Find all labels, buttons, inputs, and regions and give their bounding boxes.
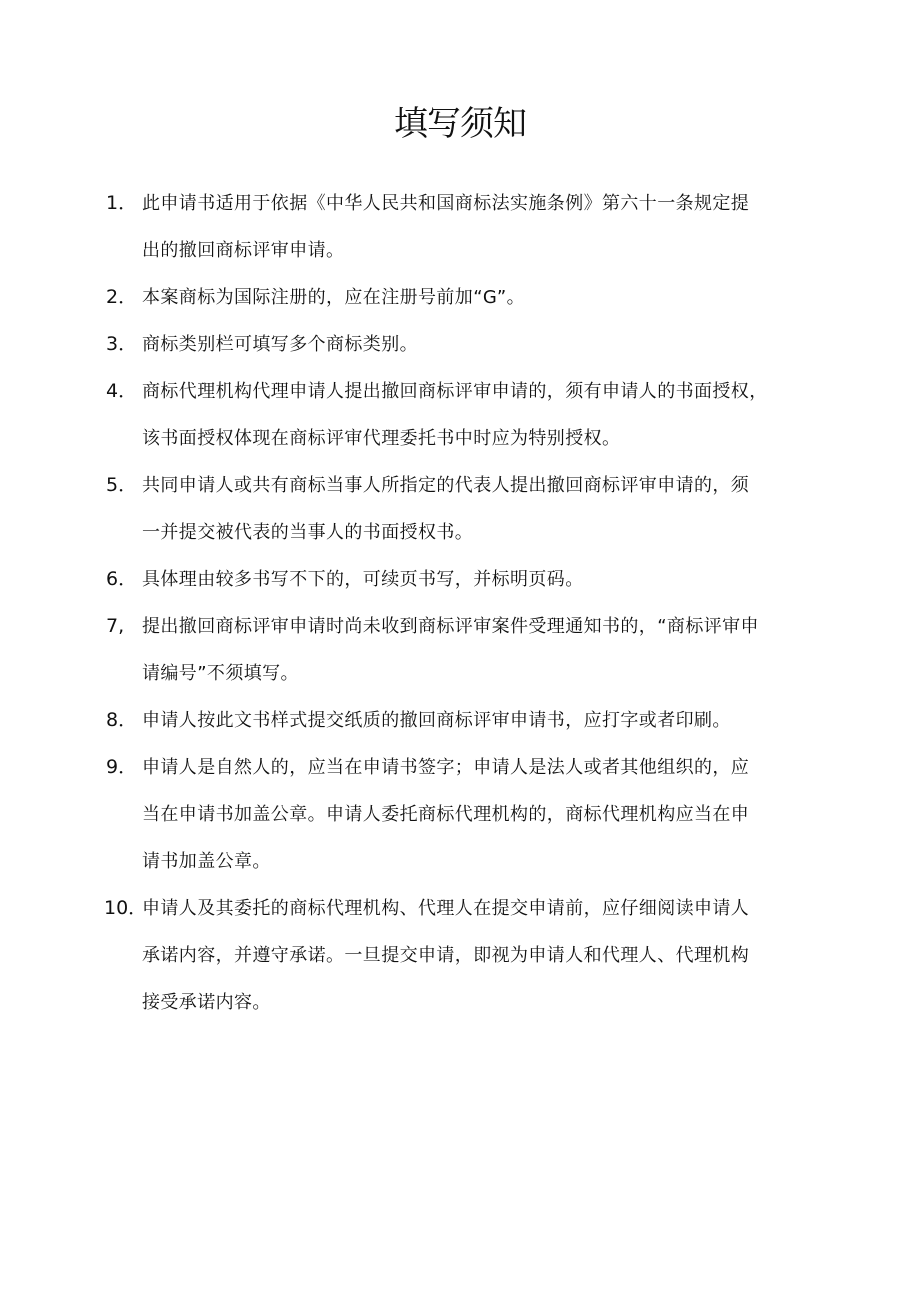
item-text: 出的撤回商标评审申请。 (142, 240, 345, 261)
item-number: 5． (106, 474, 138, 496)
list-item (0, 180, 920, 274)
item-text: 当在申请书加盖公章。申请人委托商标代理机构的，商标代理机构应当在申 (142, 804, 750, 825)
list-item (0, 697, 920, 744)
item-text: 本案商标为国际注册的，应在注册号前加“G”。 (142, 287, 526, 308)
item-text: 具体理由较多书写不下的，可续页书写，并标明页码。 (142, 569, 584, 590)
item-number: 9． (106, 756, 138, 778)
item-text: 接受承诺内容。 (142, 992, 271, 1013)
list-item (0, 274, 920, 321)
list-item (0, 368, 920, 462)
page-title: 填写须知 (394, 104, 526, 144)
item-text: 提出撤回商标评审申请时尚未收到商标评审案件受理通知书的，“商标评审申 (142, 616, 759, 637)
instruction-list (0, 180, 920, 1026)
item-text: 请编号”不须填写。 (142, 663, 299, 684)
list-item (0, 885, 920, 1026)
item-number: 10． (104, 897, 148, 919)
list-item (0, 603, 920, 697)
item-number: 7, (106, 615, 125, 637)
list-item (0, 462, 920, 556)
item-text: 商标代理机构代理申请人提出撤回商标评审申请的，须有申请人的书面授权， (142, 381, 768, 402)
item-text: 申请人按此文书样式提交纸质的撤回商标评审申请书，应打字或者印刷。 (142, 710, 731, 731)
item-text: 商标类别栏可填写多个商标类别。 (142, 334, 418, 355)
item-text: 请书加盖公章。 (142, 851, 271, 872)
item-text: 一并提交被代表的当事人的书面授权书。 (142, 522, 474, 543)
item-text: 此申请书适用于依据《中华人民共和国商标法实施条例》第六十一条规定提 (142, 193, 750, 214)
item-text: 共同申请人或共有商标当事人所指定的代表人提出撤回商标评审申请的，须 (142, 475, 750, 496)
list-item (0, 321, 920, 368)
item-number: 2． (106, 286, 138, 308)
item-text: 该书面授权体现在商标评审代理委托书中时应为特别授权。 (142, 428, 621, 449)
item-text: 承诺内容，并遵守承诺。一旦提交申请，即视为申请人和代理人、代理机构 (142, 945, 750, 966)
list-item (0, 556, 920, 603)
item-number: 3． (106, 333, 138, 355)
item-number: 8． (106, 709, 138, 731)
item-text: 申请人是自然人的，应当在申请书签字；申请人是法人或者其他组织的，应 (142, 757, 750, 778)
item-number: 1． (106, 192, 138, 214)
item-number: 6． (106, 568, 138, 590)
list-item (0, 744, 920, 885)
item-number: 4． (106, 380, 138, 402)
item-text: 申请人及其委托的商标代理机构、代理人在提交申请前，应仔细阅读申请人 (142, 898, 750, 919)
